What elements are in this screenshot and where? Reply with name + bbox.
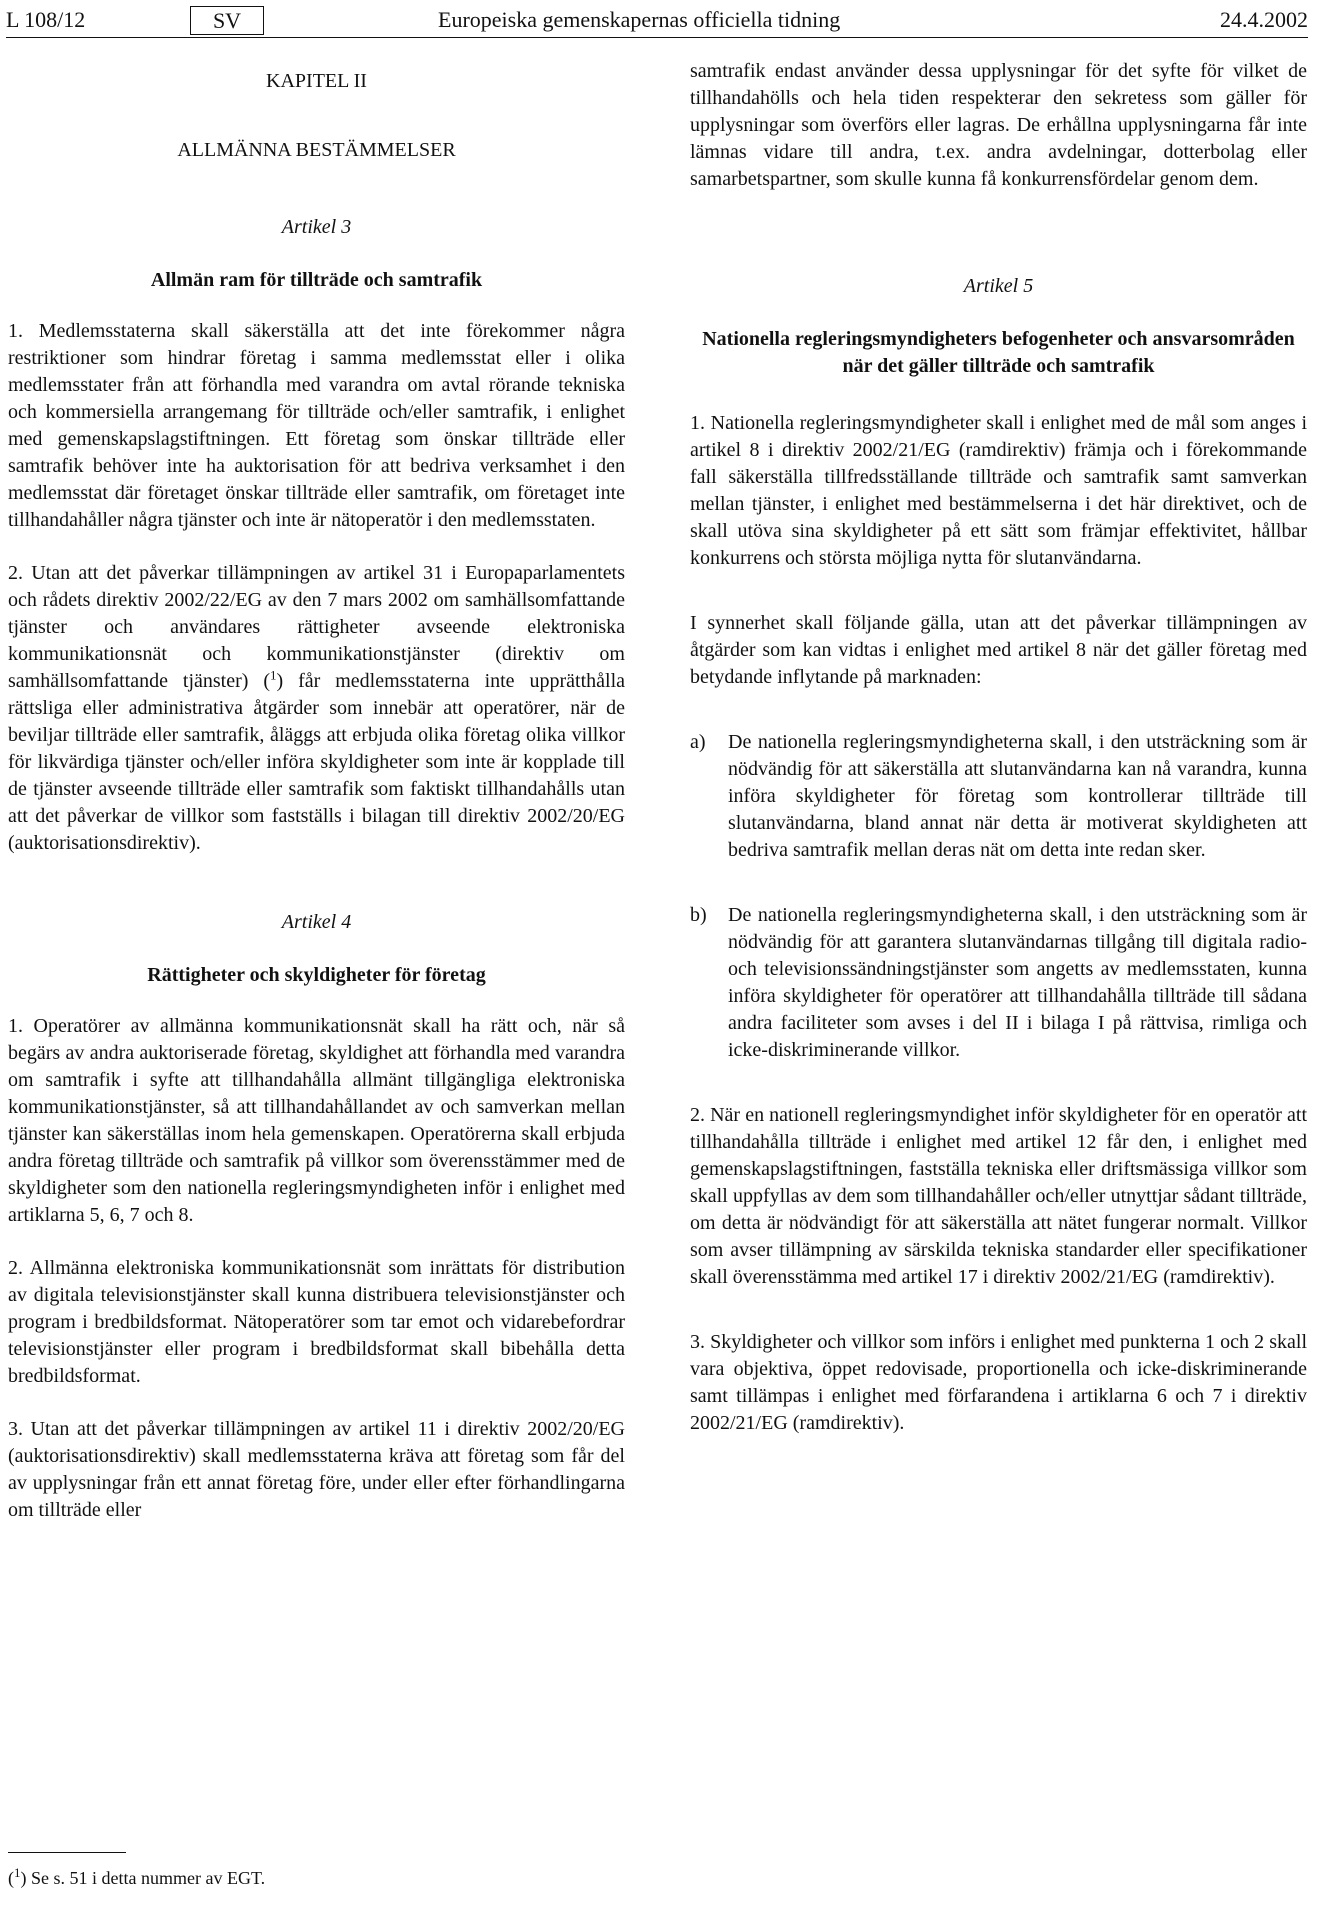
list-item-a — [690, 729, 1307, 864]
language-box: SV — [190, 6, 264, 35]
list-item-b — [690, 902, 1307, 1064]
article-5-label: Artikel 5 — [963, 275, 1034, 297]
footnote-marker: 1 — [14, 1865, 21, 1880]
page-header — [6, 4, 1308, 36]
article-5-paragraph-3: 3. Skyldigheter och villkor som införs i enlighet med punkterna 1 och 2 skall vara objektiva, öppet redovisade, proportionella och icke-diskriminerande samt tillämpas i enlighet med förfarandena i artiklarna 6 och 7 i direktiv 2002/21/EG (ramdirektiv). — [690, 1331, 1307, 1434]
article-5-paragraph-1: 1. Nationella regleringsmyndigheter skall i enlighet med de mål som anges i artikel 8 i direktiv 2002/21/EG (ramdirektiv) främja och i förekommande fall säkerställa tillfredsställande tillträde och samtrafik samt samverkan mellan tjänster, i enlighet med bestämmelserna i det här direktivet, och de skall utöva sina skyldigheter på ett sätt som främjar effektivitet, hållbar konkurrens och största möjliga nytta för slutanvändarna. — [690, 412, 1307, 569]
article-4-paragraph-3: 3. Utan att det påverkar tillämpningen av artikel 11 i direktiv 2002/20/EG (auktorisationsdirektiv) skall medlemsstaterna kräva att företag som får del av upplysningar från ett annat företag före, under eller efter förhandlingarna om tillträde eller — [8, 1418, 625, 1521]
article-5-title: Nationella regleringsmyndigheters befogenheter och ansvarsområden när det gäller tillträde och samtrafik — [702, 328, 1295, 377]
footnote-reference: 1 — [270, 667, 277, 683]
left-column — [8, 58, 625, 1524]
header-divider — [6, 37, 1308, 38]
list-item-letter: b) — [690, 904, 707, 926]
publication-date: 24.4.2002 — [1220, 7, 1308, 32]
article-4-paragraph-1: 1. Operatörer av allmänna kommunikationsnät skall ha rätt och, när så begärs av andra auktoriserade företag, skyldighet att förhandla med varandra om samtrafik i syfte att tillhandahålla allmänt tillgängliga elektroniska kommunikationstjänster, så att tillhandahållandet av och samverkan mellan tjänster kan säkerställas inom hela gemenskapen. Operatörerna skall erbjuda andra företag tillträde och samtrafik på villkor som överensstämmer med de skyldigheter som den nationella regleringsmyndigheten inför i enlighet med artiklarna 5, 6, 7 och 8. — [8, 1015, 625, 1226]
list-item-text: De nationella regleringsmyndigheterna skall, i den utsträckning som är nödvändig för att garantera slutanvändarnas tillgång till digitala radio- och televisionssändningstjänster som angetts av medlemsstaten, kunna införa skyldigheter för operatörer att tillhandahålla tillträde till sådana andra faciliteter som avses i del II i bilaga I på rättvisa, rimliga och icke-diskriminerande villkor. — [728, 904, 1307, 1061]
article-4-paragraph-2: 2. Allmänna elektroniska kommunikationsnät som inrättats för distribution av digitala televisionstjänster skall kunna distribuera televisionstjänster och program i bredbildsformat. Nätoperatörer som tar emot och vidarebefordrar televisionstjänster eller program i bredbildsformat skall bibehålla detta bredbildsformat. — [8, 1257, 625, 1387]
chapter-heading: KAPITEL II — [266, 70, 367, 92]
footnote-text: Se s. 51 i detta nummer av EGT. — [26, 1868, 266, 1888]
chapter-title: ALLMÄNNA BESTÄMMELSER — [177, 139, 456, 161]
article-5-paragraph-2: 2. När en nationell regleringsmyndighet inför skyldigheter för en operatör att tillhandahålla tillträde i enlighet med artikel 12 får den, i enlighet med gemenskapslagstiftningen, fastställa tekniska eller driftsmässiga villkor som skall uppfyllas av dem som tillhandahåller och/eller utnyttjar sådant tillträde, om detta är nödvändigt för att säkerställa att nätet fungerar normalt. Villkor som avser tillämpning av särskilda tekniska standarder eller specifikationer skall överensstämma med artikel 17 i direktiv 2002/21/EG (ramdirektiv). — [690, 1104, 1307, 1288]
page-reference: L 108/12 — [6, 7, 86, 32]
article-3-title: Allmän ram för tillträde och samtrafik — [150, 269, 483, 291]
article-3-label: Artikel 3 — [281, 216, 352, 238]
article-4-label: Artikel 4 — [281, 911, 352, 933]
journal-title: Europeiska gemenskapernas officiella tidning — [438, 7, 841, 32]
article-3-paragraph-1: 1. Medlemsstaterna skall säkerställa att det inte förekommer några restriktioner som hindrar företag i samma medlemsstat eller i olika medlemsstater från att förhandla med varandra om avtal rörande tekniska och kommersiella arrangemang för tillträde och/eller samtrafik, i enlighet med gemenskapslagstiftningen. Ett företag som önskar tillträde eller samtrafik behöver inte ha auktorisation för att bedriva verksamhet i den medlemsstat där företaget önskar tillträde eller samtrafik, om företaget inte tillhandahåller några tjänster och inte är nätoperatör i den medlemsstaten. — [8, 320, 625, 531]
article-3-paragraph-2: 2. Utan att det påverkar tillämpningen av artikel 31 i Europaparlamentets och rådets direktiv 2002/22/EG av den 7 mars 2002 om samhällsomfattande tjänster och användares rättigheter avseende elektroniska kommunikationsnät och kommunikationstjänster (direktiv om samhällsomfattande tjänster) ($^1$) får medlemsstaterna inte upprätthålla rättsliga eller administrativa åtgärder som innebär att operatörer, när de beviljar tillträde eller samtrafik, åläggs att erbjuda olika företag olika villkor för likvärdiga tjänster och/eller införa skyldigheter som inte är kopplade till de tjänster avseende tillträde eller samtrafik som faktiskt tillhandahålls utan att det påverkar de villkor som fastställs i bilagan till direktiv 2002/20/EG (auktorisationsdirektiv). — [8, 562, 626, 854]
footnote: ($^1$) Se s. 51 i detta nummer av EGT. — [8, 1865, 266, 1888]
article-5-intro: I synnerhet skall följande gälla, utan att det påverkar tillämpningen av åtgärder som kan vidtas i enlighet med artikel 8 när det gäller företag med betydande inflytande på marknaden: — [690, 612, 1307, 688]
list-item-text: De nationella regleringsmyndigheterna skall, i den utsträckning som är nödvändig för att säkerställa att slutanvändarna kan nå varandra, kunna införa skyldigheter för företag som kontrollerar tillträde till slutanvändarna, bland annat när detta är motiverat skyldigheten att bedriva samtrafik mellan deras nät om detta inte redan sker. — [728, 731, 1307, 861]
right-column — [690, 58, 1307, 1437]
article-4-title: Rättigheter och skyldigheter för företag — [147, 964, 486, 986]
list-item-letter: a) — [690, 731, 706, 753]
article-4-paragraph-3-continued: samtrafik endast använder dessa upplysningar för det syfte för vilket de tillhandahölls och hela tiden respekterar den sekretess som gäller för upplysningar som överförs eller lagras. De erhållna upplysningarna får inte lämnas vidare till andra, t.ex. andra avdelningar, dotterbolag eller samarbetspartner, som skulle kunna få konkurrensfördelar genom dem. — [690, 60, 1307, 190]
footnote-divider — [8, 1852, 126, 1853]
